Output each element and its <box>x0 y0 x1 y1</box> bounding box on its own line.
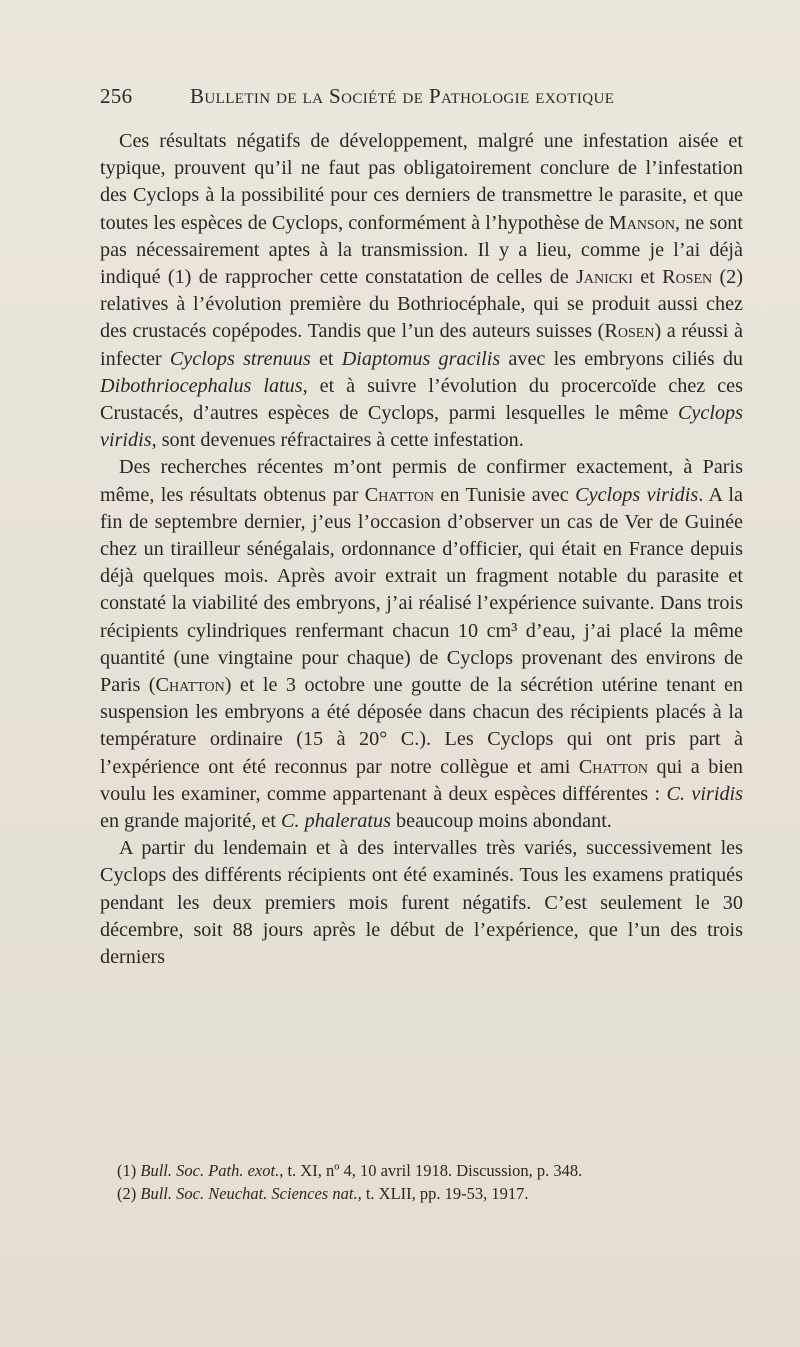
text-run: (2) <box>117 1184 141 1203</box>
paragraph <box>100 128 743 454</box>
text-run: , sont devenues réfractaires à cette infestation. <box>151 429 524 452</box>
italic-text: Cyclops viridis <box>575 483 699 506</box>
italic-text: Diaptomus gracilis <box>341 347 501 370</box>
page-header <box>100 84 660 114</box>
author-name: Chatton <box>364 483 434 506</box>
text-run: ) a réussi à infecter <box>100 320 743 370</box>
text-run: . A la fin de septembre dernier, j’eus l’occasion d’observer un cas de Ver de Guinée chez un tirailleur sénégalais, ordonnance d’officier, qui était en France depuis déjà quelques mois. Après avoir extrait un fragment notable du parasite et constaté la viabilité des embryons, j’ai réalisé l’expérience suivante. Dans trois récipients cylindriques renfermant chacun 10 cm³ d’eau, j’ai placé la même quantité (une vingtaine pour chaque) de Cyclops provenant des environs de Paris ( <box>100 483 743 697</box>
italic-text: C. phaleratus <box>281 810 391 833</box>
author-name: Chatton <box>578 755 649 778</box>
text-run: , t. XI, nº 4, 10 avril 1918. Discussion, p. 348. <box>279 1161 583 1180</box>
text-run: , t. XLII, pp. 19-53, 1917. <box>357 1184 529 1203</box>
footnote <box>117 1182 737 1205</box>
text-run: qui a bien voulu les examiner, comme appartenant à deux espèces différentes : <box>100 755 744 805</box>
author-name: Rosen <box>604 320 655 343</box>
italic-text: C. viridis <box>666 782 743 805</box>
text-run: et <box>310 347 342 370</box>
footnote <box>117 1159 737 1182</box>
text-run: beaucoup moins abondant. <box>390 810 612 833</box>
author-name: Chatton <box>155 674 225 697</box>
italic-text: Bull. Soc. Path. exot. <box>140 1161 280 1180</box>
text-run: (2) relatives à l’évolution première du Bothriocéphale, qui se produit aussi chez des crustacés copépodes. Tandis que l’un des auteurs suisses ( <box>100 266 743 343</box>
italic-text: Cyclops viridis <box>100 402 743 452</box>
text-run: , ne sont pas nécessairement aptes à la transmission. Il y a lieu, comme je l’ai déjà indiqué (1) de rapprocher cette constatation de celles de <box>100 211 743 289</box>
paragraph <box>100 454 743 835</box>
text-run: avec les embryons ciliés du <box>500 347 744 370</box>
page-number: 256 <box>100 84 133 108</box>
author-name: Rosen <box>662 266 713 289</box>
text-run: A partir du lendemain et à des intervalles très variés, successivement les Cyclops des différents récipients ont été examinés. Tous les examens pratiqués pendant les deux premiers mois furent négatifs. C’est seulement le 30 décembre, soit 88 jours après le début de l’expérience, que l’un des trois derniers <box>100 837 743 969</box>
paragraph <box>100 835 743 971</box>
text-run: Ces résultats négatifs de développement, malgré une infestation aisée et typique, prouvent qu’il ne faut pas obligatoirement conclure de l’infestation des Cyclops à la possibilité pour ces derniers de transmettre le parasite, et que toutes les espèces de Cyclops, conformément à l’hypothèse de <box>100 130 743 234</box>
author-name: Janicki <box>576 266 633 289</box>
text-run: en grande majorité, et <box>100 810 282 833</box>
text-run: Des recherches récentes m’ont permis de confirmer exactement, à Paris même, les résultats obtenus par <box>100 456 743 506</box>
italic-text: Bull. Soc. Neuchat. Sciences nat. <box>140 1184 358 1203</box>
body-text <box>100 128 743 971</box>
italic-text: Dibothriocephalus latus <box>100 374 303 397</box>
italic-text: Cyclops strenuus <box>169 347 311 370</box>
text-run: et <box>632 266 663 289</box>
footnotes <box>117 1159 737 1205</box>
running-title: Bulletin de la Société de Pathologie exotique <box>190 84 615 108</box>
text-run: , et à suivre l’évolution du procercoïde chez ces Crustacés, d’autres espèces de Cyclops, parmi lesquelles le même <box>100 374 743 425</box>
text-run: en Tunisie avec <box>433 483 576 506</box>
author-name: Manson <box>608 211 675 234</box>
text-run: ) et le 3 octobre une goutte de la sécrétion utérine tenant en suspension les embryons a été déposée dans chacun des récipients placés à la température ordinaire (15 à 20° C.). Les Cyclops qui ont pris part à l’expérience ont été reconnus par notre collègue et ami <box>100 674 743 778</box>
text-run: (1) <box>117 1161 141 1180</box>
